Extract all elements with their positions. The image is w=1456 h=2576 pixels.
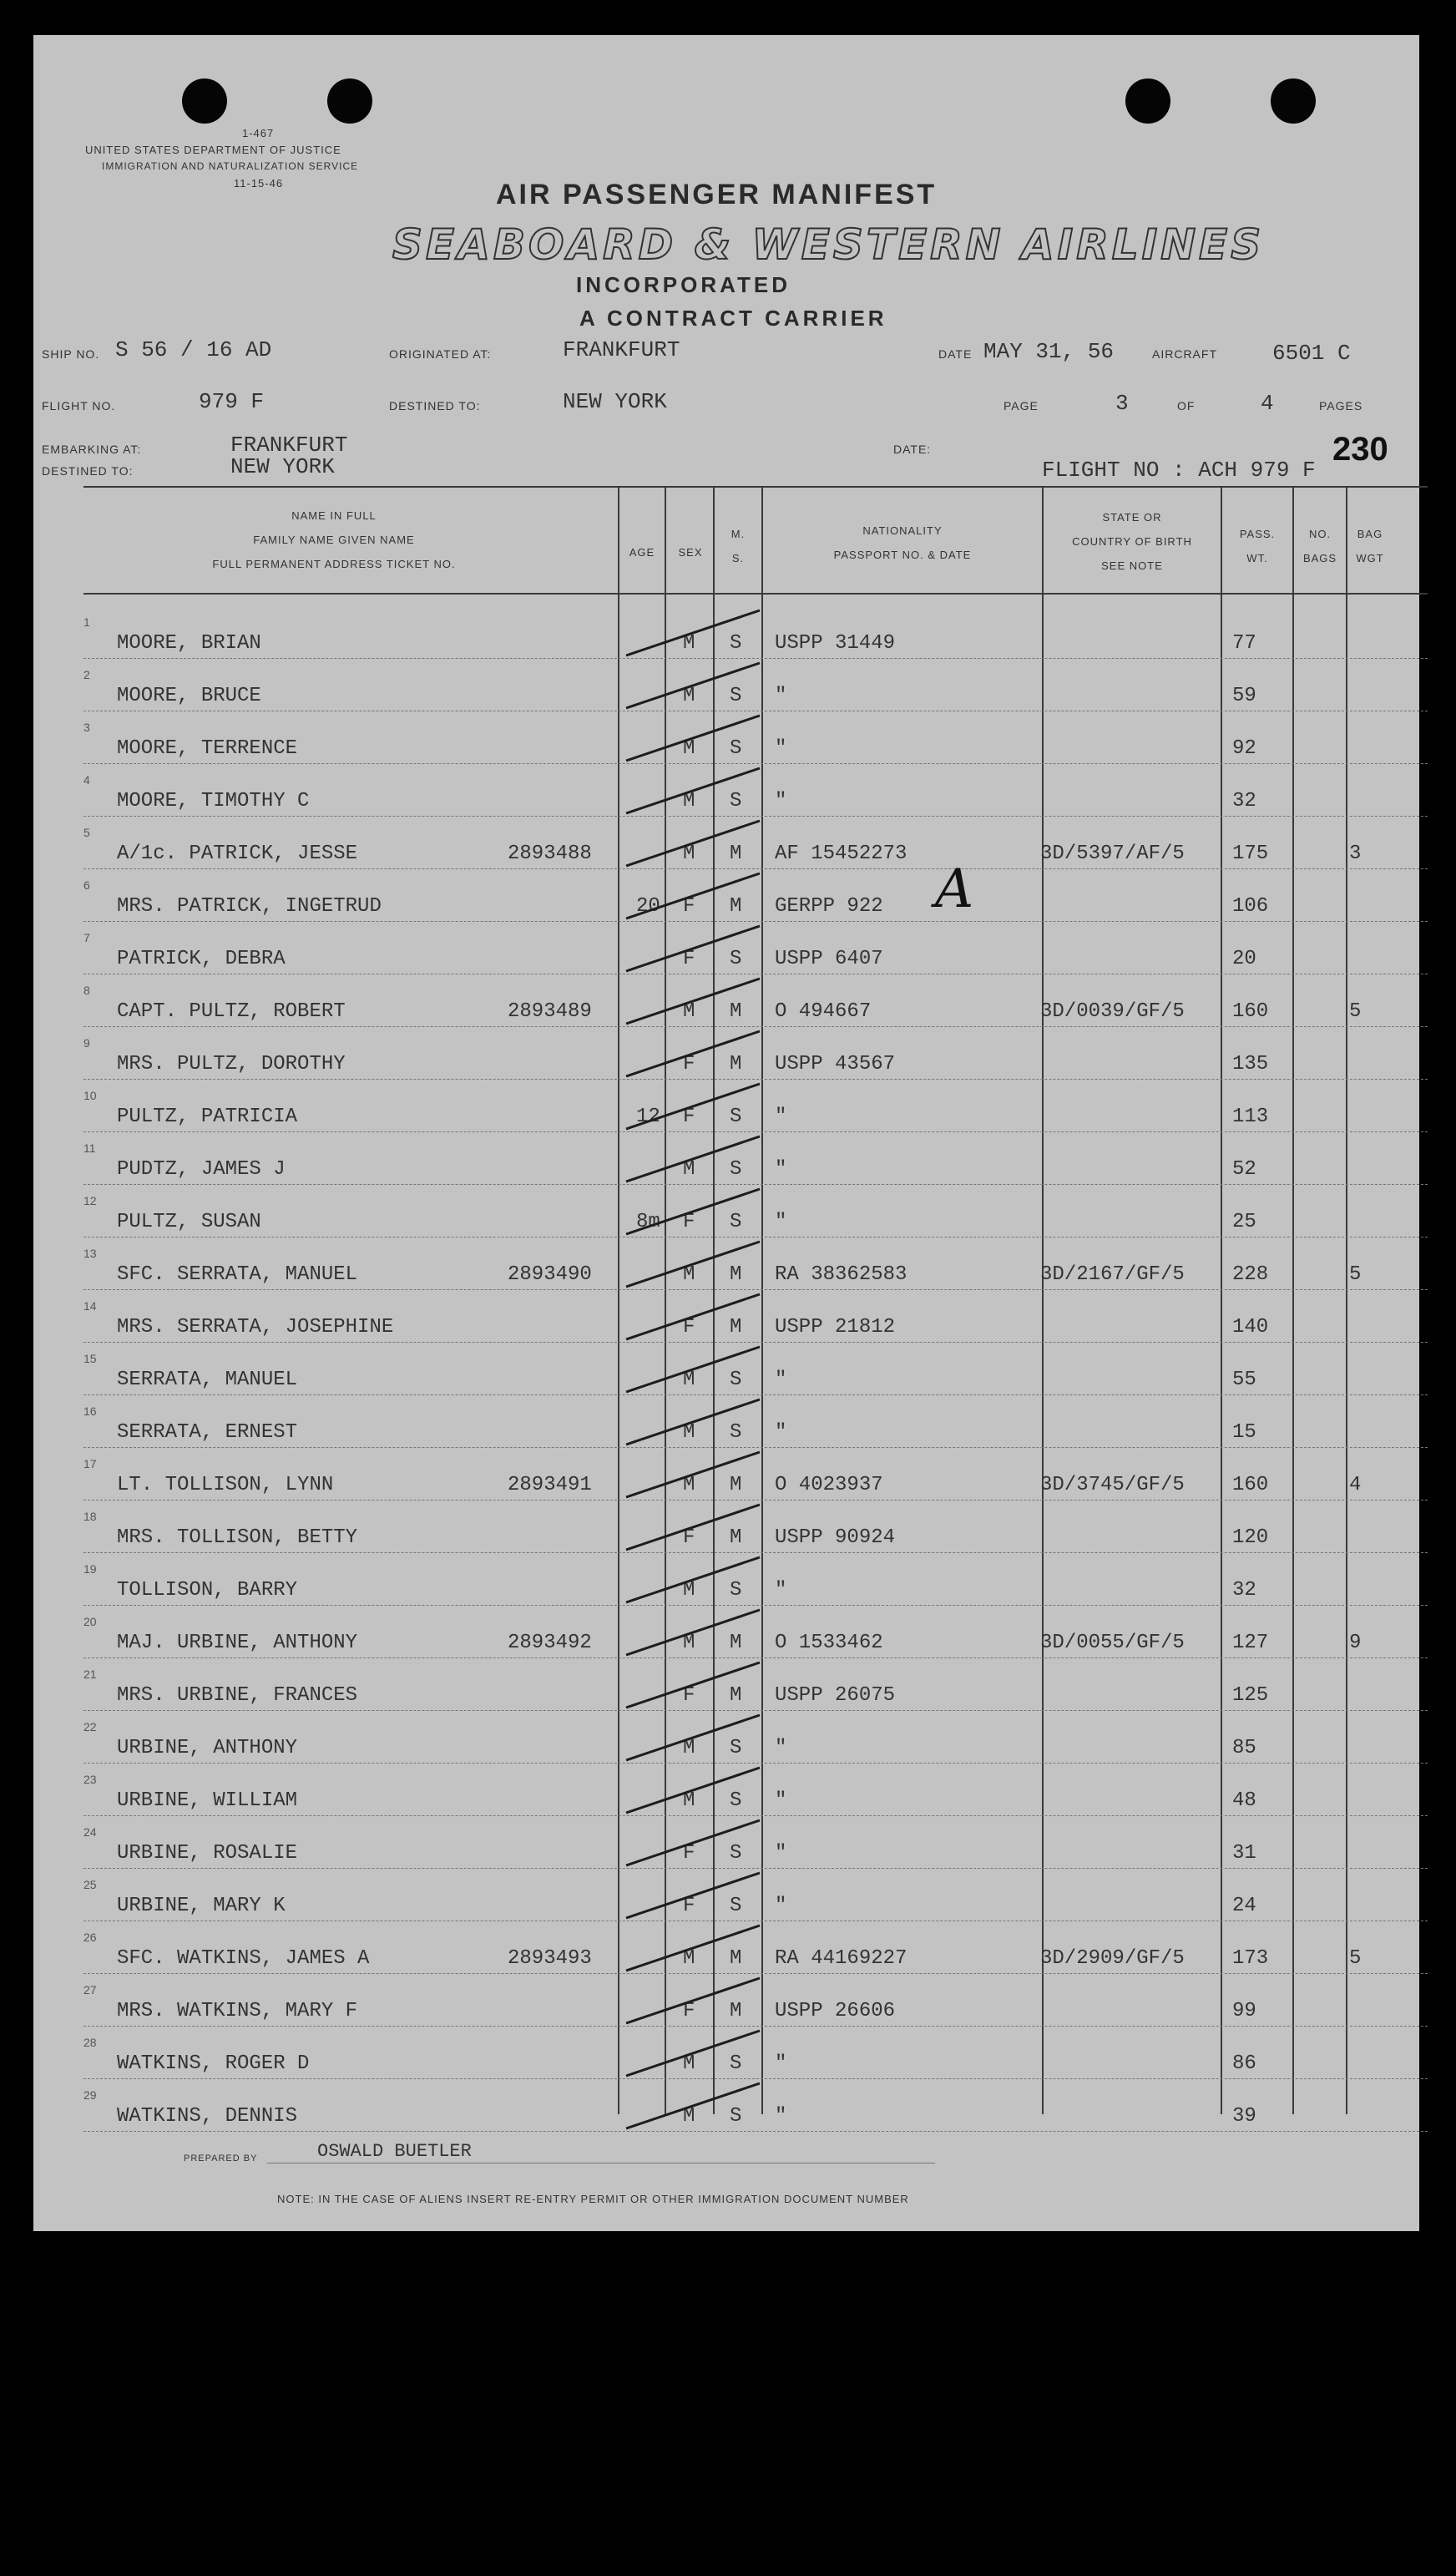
cell-ms: M [730, 1632, 742, 1654]
col-state-line3: SEE NOTE [1101, 559, 1163, 572]
cell-sex: F [683, 1842, 695, 1865]
cell-passport: " [775, 1211, 787, 1233]
cell-state: 3D/5397/AF/5 [1040, 843, 1185, 865]
flight-label: FLIGHT NO. [42, 399, 116, 412]
col-bags-line1: NO. [1308, 528, 1332, 540]
cell-bags: 9 [1349, 1632, 1362, 1654]
cell-wt: 160 [1232, 1000, 1269, 1023]
cell-ms: S [730, 948, 742, 970]
cell-passport: " [775, 1421, 787, 1444]
aircraft-label: AIRCRAFT [1152, 347, 1217, 361]
cell-passport: USPP 90924 [775, 1526, 896, 1549]
cell-age: 8m [636, 1211, 660, 1233]
cell-passport: GERPP 922 [775, 895, 883, 918]
cell-bags: 5 [1349, 1947, 1362, 1970]
cell-n: 26 [83, 1931, 97, 1944]
cell-sex: F [683, 1895, 695, 1917]
airline-name: SEABOARD & WESTERN AIRLINES [392, 220, 1265, 269]
cell-wt: 77 [1232, 632, 1256, 655]
cell-ms: M [730, 1684, 742, 1707]
check-stroke [626, 1873, 760, 1918]
destined-value: NEW YORK [563, 389, 667, 414]
cell-age: 12 [636, 1106, 660, 1128]
cell-bags: 5 [1349, 1263, 1362, 1286]
incorporated-label: INCORPORATED [576, 272, 791, 297]
prepared-by-label: PREPARED BY [184, 2153, 258, 2164]
date-value: MAY 31, 56 [983, 339, 1115, 364]
cell-n: 23 [83, 1773, 97, 1786]
check-stroke [626, 1084, 760, 1129]
cell-passport: USPP 26075 [775, 1684, 896, 1707]
cell-name: URBINE, MARY K [117, 1895, 286, 1917]
cell-name: MRS. URBINE, FRANCES [117, 1684, 358, 1707]
cell-wt: 160 [1232, 1474, 1269, 1496]
cell-sex: M [683, 2105, 695, 2128]
originated-value: FRANKFURT [563, 337, 680, 362]
cell-sex: F [683, 1211, 695, 1233]
cell-n: 9 [83, 1036, 90, 1050]
cell-wt: 85 [1232, 1737, 1256, 1759]
cell-state: 3D/2167/GF/5 [1040, 1263, 1185, 1286]
cell-n: 2 [83, 668, 90, 681]
check-stroke [626, 1926, 760, 1971]
cell-n: 15 [83, 1352, 97, 1365]
cell-ms: M [730, 1000, 742, 1023]
cell-sex: M [683, 1789, 695, 1812]
cell-n: 20 [83, 1615, 97, 1628]
cell-state: 3D/2909/GF/5 [1040, 1947, 1185, 1970]
cell-state: 3D/0039/GF/5 [1040, 1000, 1185, 1023]
footer-note: NOTE: IN THE CASE OF ALIENS INSERT RE-ENTRY PERMIT OR OTHER IMMIGRATION DOCUMENT NUMBER [277, 2193, 909, 2205]
check-stroke [626, 1031, 760, 1076]
form-number: 1-467 [242, 127, 275, 139]
cell-n: 14 [83, 1299, 97, 1313]
cell-sex: M [683, 632, 695, 655]
cell-wt: 32 [1232, 1579, 1256, 1602]
check-stroke [626, 1294, 760, 1339]
cell-sex: M [683, 1263, 695, 1286]
col-bagwt-line1: BAG [1357, 528, 1383, 540]
cell-name: A/1c. PATRICK, JESSE [117, 843, 358, 865]
cell-passport: USPP 43567 [775, 1053, 896, 1075]
cell-wt: 113 [1232, 1106, 1269, 1128]
stamp-number: 230 [1332, 431, 1388, 468]
cell-wt: 25 [1232, 1211, 1256, 1233]
cell-ms: M [730, 1316, 742, 1339]
cell-n: 29 [83, 2088, 97, 2102]
check-stroke [626, 979, 760, 1024]
date2-label: DATE: [893, 443, 932, 456]
cell-passport: USPP 21812 [775, 1316, 896, 1339]
check-stroke [626, 2031, 760, 2076]
cell-n: 5 [83, 826, 90, 839]
cell-sex: F [683, 1526, 695, 1549]
check-stroke [626, 768, 760, 813]
destined2-value: NEW YORK [230, 454, 335, 479]
cell-n: 12 [83, 1194, 97, 1207]
cell-name: PUDTZ, JAMES J [117, 1158, 286, 1181]
date-label: DATE [938, 347, 973, 361]
cell-bags: 3 [1349, 843, 1362, 865]
cell-passport: " [775, 1106, 787, 1128]
cell-sex: F [683, 1684, 695, 1707]
cell-name: PULTZ, PATRICIA [117, 1106, 298, 1128]
cell-passport: " [775, 1895, 787, 1917]
manifest-page [33, 35, 1419, 2231]
cell-wt: 24 [1232, 1895, 1256, 1917]
cell-wt: 59 [1232, 685, 1256, 707]
cell-passport: " [775, 737, 787, 760]
cell-passport: RA 44169227 [775, 1947, 907, 1970]
cell-ms: S [730, 2105, 742, 2128]
cell-name: SFC. WATKINS, JAMES A [117, 1947, 370, 1970]
cell-sex: M [683, 1632, 695, 1654]
cell-ms: S [730, 1369, 742, 1391]
cell-n: 22 [83, 1720, 97, 1733]
col-sex-header: SEX [678, 546, 703, 559]
check-stroke [626, 1557, 760, 1602]
col-bags-line2: BAGS [1302, 552, 1337, 564]
cell-sex: M [683, 1474, 695, 1496]
cell-passport: " [775, 1158, 787, 1181]
cell-n: 13 [83, 1247, 97, 1260]
cell-ticket: 2893493 [508, 1947, 592, 1970]
cell-wt: 15 [1232, 1421, 1256, 1444]
cell-ms: S [730, 790, 742, 812]
cell-passport: " [775, 1369, 787, 1391]
carrier-label: A CONTRACT CARRIER [579, 306, 887, 331]
cell-passport: O 4023937 [775, 1474, 883, 1496]
handwritten-mark: A [935, 858, 974, 920]
check-stroke [626, 1715, 760, 1760]
cell-name: PULTZ, SUSAN [117, 1211, 261, 1233]
cell-age: 20 [636, 895, 660, 918]
ship-label: SHIP NO. [42, 347, 100, 361]
cell-name: MRS. PATRICK, INGETRUD [117, 895, 382, 918]
prepared-by-line [267, 2163, 935, 2164]
cell-sex: M [683, 843, 695, 865]
destined-label: DESTINED TO: [389, 399, 481, 412]
cell-sex: M [683, 737, 695, 760]
cell-name: MRS. TOLLISON, BETTY [117, 1526, 358, 1549]
cell-passport: AF 15452273 [775, 843, 907, 865]
cell-name: LT. TOLLISON, LYNN [117, 1474, 334, 1496]
cell-ms: S [730, 1211, 742, 1233]
cell-passport: RA 38362583 [775, 1263, 907, 1286]
cell-ms: M [730, 1947, 742, 1970]
col-age-header: AGE [629, 546, 655, 559]
cell-ms: M [730, 1526, 742, 1549]
embarking-label: EMBARKING AT: [42, 443, 142, 456]
aircraft-value: 6501 C [1272, 341, 1351, 366]
cell-n: 7 [83, 931, 90, 944]
cell-ticket: 2893491 [508, 1474, 592, 1496]
cell-wt: 48 [1232, 1789, 1256, 1812]
col-name-line2: FAMILY NAME GIVEN NAME [253, 534, 415, 546]
cell-wt: 228 [1232, 1263, 1269, 1286]
cell-sex: M [683, 1737, 695, 1759]
cell-ms: M [730, 895, 742, 918]
cell-wt: 32 [1232, 790, 1256, 812]
cell-name: MAJ. URBINE, ANTHONY [117, 1632, 358, 1654]
cell-sex: M [683, 790, 695, 812]
cell-passport: " [775, 790, 787, 812]
cell-name: MRS. PULTZ, DOROTHY [117, 1053, 346, 1075]
cell-name: MOORE, TERRENCE [117, 737, 298, 760]
cell-n: 4 [83, 773, 90, 787]
cell-n: 6 [83, 878, 90, 892]
cell-sex: M [683, 1369, 695, 1391]
col-name-line3: FULL PERMANENT ADDRESS TICKET NO. [212, 558, 456, 570]
cell-n: 27 [83, 1983, 97, 1997]
cell-wt: 86 [1232, 2052, 1256, 2075]
cell-sex: F [683, 1316, 695, 1339]
cell-name: MRS. WATKINS, MARY F [117, 2000, 358, 2022]
check-stroke [626, 1242, 760, 1287]
check-stroke [626, 1663, 760, 1708]
cell-n: 3 [83, 721, 90, 734]
cell-ticket: 2893492 [508, 1632, 592, 1654]
check-stroke [626, 1505, 760, 1550]
cell-wt: 173 [1232, 1947, 1269, 1970]
cell-n: 18 [83, 1510, 97, 1523]
cell-n: 17 [83, 1457, 97, 1470]
cell-sex: F [683, 895, 695, 918]
originated-label: ORIGINATED AT: [389, 347, 492, 361]
col-ms-line2: S. [731, 552, 745, 564]
cell-wt: 175 [1232, 843, 1269, 865]
cell-name: MOORE, TIMOTHY C [117, 790, 310, 812]
cell-ms: S [730, 685, 742, 707]
cell-passport: USPP 31449 [775, 632, 896, 655]
cell-wt: 140 [1232, 1316, 1269, 1339]
check-stroke [626, 2083, 760, 2128]
cell-wt: 20 [1232, 948, 1256, 970]
cell-ticket: 2893490 [508, 1263, 592, 1286]
cell-passport: USPP 26606 [775, 2000, 896, 2022]
cell-ms: S [730, 1158, 742, 1181]
of-value: 4 [1261, 391, 1274, 416]
embarking-value: FRANKFURT [230, 433, 348, 458]
col-ms-line1: M. [731, 528, 746, 540]
check-stroke [626, 926, 760, 971]
cell-n: 25 [83, 1878, 97, 1891]
cell-n: 8 [83, 984, 90, 997]
cell-n: 1 [83, 615, 90, 629]
check-stroke [626, 1189, 760, 1234]
page-label: PAGE [1004, 399, 1039, 412]
cell-sex: M [683, 1421, 695, 1444]
cell-wt: 127 [1232, 1632, 1269, 1654]
prepared-by-value: OSWALD BUETLER [317, 2141, 472, 2162]
check-stroke [626, 663, 760, 708]
cell-ms: M [730, 1474, 742, 1496]
cell-n: 16 [83, 1404, 97, 1418]
check-stroke [626, 821, 760, 866]
manifest-title: AIR PASSENGER MANIFEST [496, 179, 938, 210]
check-stroke [626, 1768, 760, 1813]
cell-ms: S [730, 2052, 742, 2075]
cell-wt: 92 [1232, 737, 1256, 760]
cell-name: URBINE, ROSALIE [117, 1842, 298, 1865]
page-value: 3 [1115, 391, 1129, 416]
col-nat-line2: PASSPORT NO. & DATE [833, 549, 972, 561]
cell-name: WATKINS, DENNIS [117, 2105, 298, 2128]
flight-value: 979 F [199, 389, 265, 414]
cell-wt: 39 [1232, 2105, 1256, 2128]
cell-wt: 135 [1232, 1053, 1269, 1075]
flight-no-line: FLIGHT NO : ACH 979 F [1042, 458, 1316, 483]
cell-ms: S [730, 1789, 742, 1812]
cell-ms: S [730, 1106, 742, 1128]
cell-passport: " [775, 1842, 787, 1865]
form-dept: UNITED STATES DEPARTMENT OF JUSTICE [85, 144, 341, 156]
check-stroke [626, 1347, 760, 1392]
form-service: IMMIGRATION AND NATURALIZATION SERVICE [102, 160, 359, 172]
cell-name: URBINE, WILLIAM [117, 1789, 298, 1812]
col-name-line1: NAME IN FULL [291, 509, 377, 522]
check-stroke [626, 716, 760, 761]
cell-wt: 55 [1232, 1369, 1256, 1391]
cell-ms: S [730, 1421, 742, 1444]
check-stroke [626, 1610, 760, 1655]
check-stroke [626, 1452, 760, 1497]
cell-n: 28 [83, 2036, 97, 2049]
cell-passport: " [775, 1737, 787, 1759]
col-bagwt-line2: WGT [1356, 552, 1384, 564]
destined2-label: DESTINED TO: [42, 464, 134, 478]
col-state-line2: COUNTRY OF BIRTH [1072, 535, 1192, 548]
cell-name: SERRATA, ERNEST [117, 1421, 298, 1444]
check-stroke [626, 1136, 760, 1182]
cell-sex: M [683, 1947, 695, 1970]
cell-passport: O 494667 [775, 1000, 872, 1023]
cell-ms: S [730, 1842, 742, 1865]
check-stroke [626, 1820, 760, 1865]
cell-name: WATKINS, ROGER D [117, 2052, 310, 2075]
cell-n: 11 [83, 1141, 96, 1155]
cell-name: PATRICK, DEBRA [117, 948, 286, 970]
cell-wt: 99 [1232, 2000, 1256, 2022]
cell-sex: M [683, 1000, 695, 1023]
cell-name: CAPT. PULTZ, ROBERT [117, 1000, 346, 1023]
cell-passport: O 1533462 [775, 1632, 883, 1654]
col-pass-line1: PASS. [1239, 528, 1276, 540]
cell-sex: F [683, 948, 695, 970]
cell-state: 3D/3745/GF/5 [1040, 1474, 1185, 1496]
cell-bags: 5 [1349, 1000, 1362, 1023]
cell-ms: S [730, 1737, 742, 1759]
cell-passport: " [775, 2052, 787, 2075]
form-date-code: 11-15-46 [234, 177, 284, 190]
cell-ms: S [730, 1895, 742, 1917]
cell-wt: 106 [1232, 895, 1269, 918]
cell-ms: M [730, 1053, 742, 1075]
cell-name: SERRATA, MANUEL [117, 1369, 298, 1391]
cell-state: 3D/0055/GF/5 [1040, 1632, 1185, 1654]
check-stroke [626, 1399, 760, 1445]
cell-ms: S [730, 1579, 742, 1602]
cell-passport: " [775, 1579, 787, 1602]
pages-label: PAGES [1319, 399, 1363, 412]
cell-name: URBINE, ANTHONY [117, 1737, 298, 1759]
cell-n: 10 [83, 1089, 97, 1102]
col-state-line1: STATE OR [1102, 511, 1162, 524]
cell-sex: M [683, 2052, 695, 2075]
cell-wt: 125 [1232, 1684, 1269, 1707]
cell-name: SFC. SERRATA, MANUEL [117, 1263, 358, 1286]
of-label: OF [1177, 399, 1196, 412]
cell-ms: S [730, 632, 742, 655]
check-strokes [33, 35, 1419, 2231]
cell-passport: " [775, 2105, 787, 2128]
cell-name: MOORE, BRUCE [117, 685, 261, 707]
cell-wt: 52 [1232, 1158, 1256, 1181]
cell-sex: M [683, 1579, 695, 1602]
cell-sex: F [683, 1053, 695, 1075]
cell-sex: M [683, 1158, 695, 1181]
cell-name: TOLLISON, BARRY [117, 1579, 298, 1602]
check-stroke [626, 1978, 760, 2023]
cell-ms: M [730, 1263, 742, 1286]
check-stroke [626, 610, 760, 655]
cell-n: 24 [83, 1825, 97, 1839]
cell-ms: S [730, 737, 742, 760]
cell-passport: " [775, 1789, 787, 1812]
cell-bags: 4 [1349, 1474, 1362, 1496]
cell-wt: 31 [1232, 1842, 1256, 1865]
cell-ticket: 2893488 [508, 843, 592, 865]
cell-sex: M [683, 685, 695, 707]
cell-passport: USPP 6407 [775, 948, 883, 970]
cell-name: MRS. SERRATA, JOSEPHINE [117, 1316, 394, 1339]
cell-name: MOORE, BRIAN [117, 632, 261, 655]
cell-passport: " [775, 685, 787, 707]
ship-value: S 56 / 16 AD [115, 337, 272, 362]
col-nat-line1: NATIONALITY [862, 524, 943, 537]
cell-wt: 120 [1232, 1526, 1269, 1549]
cell-n: 21 [83, 1668, 97, 1681]
cell-ms: M [730, 843, 742, 865]
col-pass-line2: WT. [1246, 552, 1268, 564]
cell-sex: F [683, 1106, 695, 1128]
cell-sex: F [683, 2000, 695, 2022]
check-stroke [626, 873, 760, 919]
cell-n: 19 [83, 1562, 97, 1576]
cell-ticket: 2893489 [508, 1000, 592, 1023]
cell-ms: M [730, 2000, 742, 2022]
